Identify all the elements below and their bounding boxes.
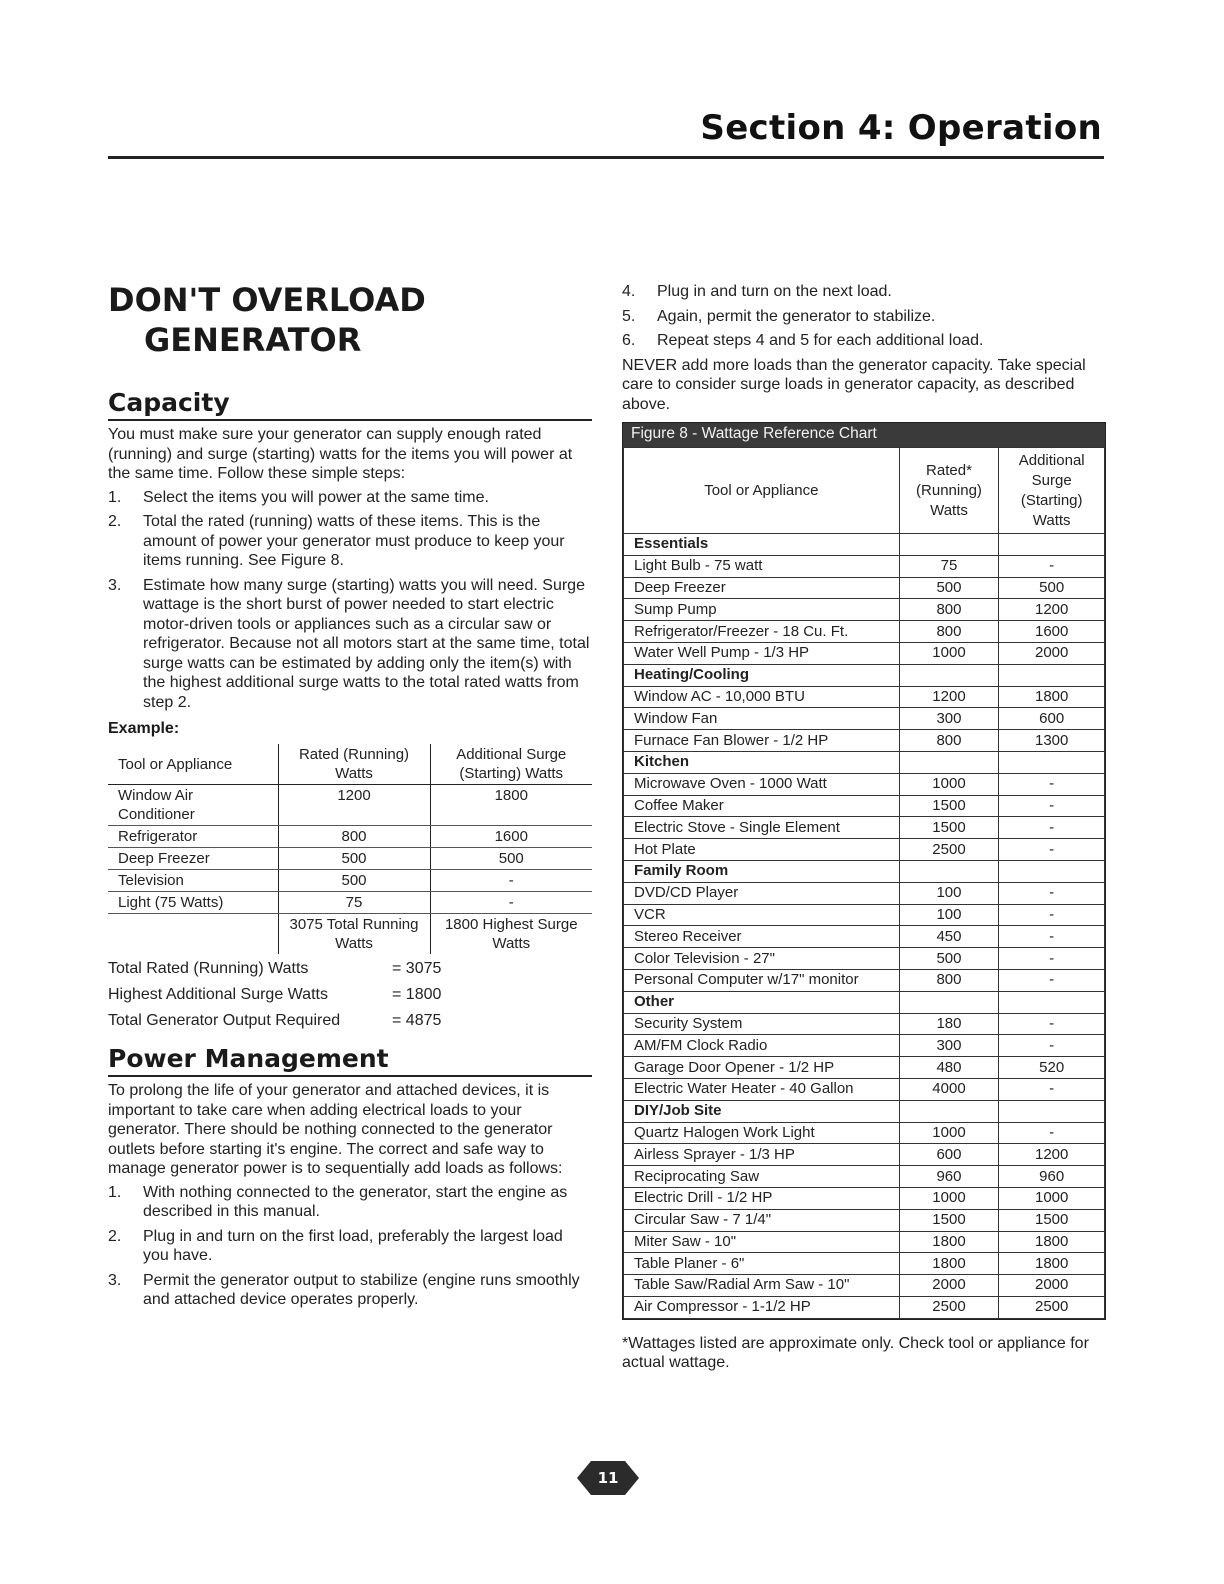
example-cell-rated: 500 bbox=[278, 848, 430, 870]
example-cell-tool: Refrigerator bbox=[108, 826, 278, 848]
wattage-cell-tool: Circular Saw - 7 1/4" bbox=[624, 1209, 900, 1231]
wattage-cell-tool: Window Fan bbox=[624, 708, 900, 730]
wattage-cell-rated bbox=[899, 664, 999, 686]
wattage-cell-tool: Color Television - 27" bbox=[624, 948, 900, 970]
wattage-cell-surge: - bbox=[999, 904, 1105, 926]
wattage-item-row bbox=[624, 577, 1105, 599]
wattage-cell-surge: - bbox=[999, 1078, 1105, 1100]
wattage-cell-rated: 300 bbox=[899, 708, 999, 730]
wattage-cell-tool: Security System bbox=[624, 1013, 900, 1035]
wattage-cell-rated: 480 bbox=[899, 1057, 999, 1079]
wattage-item-row bbox=[624, 948, 1105, 970]
wattage-footnote: *Wattages listed are approximate only. Check tool or appliance for actual wattage. bbox=[622, 1334, 1089, 1372]
wattage-item-row bbox=[624, 1035, 1105, 1057]
example-header-rated: Rated (Running) Watts bbox=[278, 744, 430, 785]
wattage-cell-surge bbox=[999, 1100, 1105, 1122]
wattage-cell-tool: Personal Computer w/17" monitor bbox=[624, 969, 900, 991]
wattage-cell-rated: 500 bbox=[899, 948, 999, 970]
wattage-cell-surge: - bbox=[999, 839, 1105, 861]
wattage-item-row bbox=[624, 1144, 1105, 1166]
power-management-steps-continued bbox=[622, 282, 1106, 351]
wattage-cell-rated: 500 bbox=[899, 577, 999, 599]
wattage-cell-rated: 800 bbox=[899, 730, 999, 752]
wattage-cell-rated: 1000 bbox=[899, 773, 999, 795]
wattage-category-row bbox=[624, 991, 1105, 1013]
wattage-item-row bbox=[624, 969, 1105, 991]
wattage-cell-rated: 300 bbox=[899, 1035, 999, 1057]
wattage-cell-tool: Window AC - 10,000 BTU bbox=[624, 686, 900, 708]
totals-block bbox=[108, 956, 592, 1034]
wattage-cell-rated: 4000 bbox=[899, 1078, 999, 1100]
wattage-cell-tool: Airless Sprayer - 1/3 HP bbox=[624, 1144, 900, 1166]
wattage-cell-surge: 1300 bbox=[999, 730, 1105, 752]
wattage-cell-surge: - bbox=[999, 926, 1105, 948]
example-cell-surge: 1600 bbox=[430, 826, 592, 848]
wattage-cell-tool: Sump Pump bbox=[624, 599, 900, 621]
wattage-item-row bbox=[624, 1209, 1105, 1231]
pm-step-5: 5. Again, permit the generator to stabilize. bbox=[622, 307, 936, 325]
example-cell-rated: 500 bbox=[278, 870, 430, 892]
wattage-cell-tool: Heating/Cooling bbox=[624, 664, 900, 686]
main-heading bbox=[108, 280, 592, 360]
example-cell-tool: Television bbox=[108, 870, 278, 892]
wattage-cell-tool: Other bbox=[624, 991, 900, 1013]
right-column bbox=[622, 282, 1106, 1373]
wattage-cell-surge: 1200 bbox=[999, 1144, 1105, 1166]
wattage-cell-rated: 1800 bbox=[899, 1231, 999, 1253]
wattage-item-row bbox=[624, 1013, 1105, 1035]
wattage-cell-tool: Stereo Receiver bbox=[624, 926, 900, 948]
wattage-category-row bbox=[624, 1100, 1105, 1122]
wattage-cell-rated: 800 bbox=[899, 621, 999, 643]
example-table-row bbox=[108, 870, 592, 892]
wattage-item-row bbox=[624, 1057, 1105, 1079]
example-header-tool: Tool or Appliance bbox=[108, 744, 278, 785]
wattage-cell-surge bbox=[999, 534, 1105, 556]
wattage-cell-surge: 600 bbox=[999, 708, 1105, 730]
wattage-cell-rated: 450 bbox=[899, 926, 999, 948]
example-table-row bbox=[108, 826, 592, 848]
wattage-cell-surge: 2500 bbox=[999, 1296, 1105, 1318]
wattage-cell-tool: Garage Door Opener - 1/2 HP bbox=[624, 1057, 900, 1079]
wattage-item-row bbox=[624, 795, 1105, 817]
example-cell-tool: Window Air Conditioner bbox=[108, 785, 278, 826]
wattage-cell-tool: Hot Plate bbox=[624, 839, 900, 861]
wattage-cell-tool: Family Room bbox=[624, 860, 900, 882]
wattage-cell-surge: - bbox=[999, 555, 1105, 577]
example-total-blank bbox=[108, 914, 278, 955]
wattage-item-row bbox=[624, 904, 1105, 926]
wattage-cell-surge: 1500 bbox=[999, 1209, 1105, 1231]
example-cell-tool: Deep Freezer bbox=[108, 848, 278, 870]
power-management-heading: Power Management bbox=[108, 1044, 592, 1077]
wattage-cell-tool: Refrigerator/Freezer - 18 Cu. Ft. bbox=[624, 621, 900, 643]
wattage-cell-rated: 1000 bbox=[899, 642, 999, 664]
example-table-row bbox=[108, 848, 592, 870]
wattage-cell-tool: Air Compressor - 1-1/2 HP bbox=[624, 1296, 900, 1318]
example-header-surge: Additional Surge (Starting) Watts bbox=[430, 744, 592, 785]
total-output-row: Total Generator Output Required = 4875 bbox=[108, 1012, 442, 1029]
pm-step-6: 6. Repeat steps 4 and 5 for each additional load. bbox=[622, 332, 984, 349]
wattage-cell-tool: Electric Water Heater - 40 Gallon bbox=[624, 1078, 900, 1100]
wattage-item-row bbox=[624, 642, 1105, 664]
wattage-category-row bbox=[624, 751, 1105, 773]
example-cell-surge: - bbox=[430, 870, 592, 892]
wattage-cell-tool: Reciprocating Saw bbox=[624, 1166, 900, 1188]
wattage-cell-tool: AM/FM Clock Radio bbox=[624, 1035, 900, 1057]
wattage-cell-surge: 1800 bbox=[999, 686, 1105, 708]
wattage-cell-surge bbox=[999, 860, 1105, 882]
wattage-item-row bbox=[624, 1296, 1105, 1318]
wattage-cell-tool: Coffee Maker bbox=[624, 795, 900, 817]
wattage-cell-surge: 1200 bbox=[999, 599, 1105, 621]
example-table-row bbox=[108, 785, 592, 826]
wattage-cell-surge: 500 bbox=[999, 577, 1105, 599]
wattage-cell-rated: 800 bbox=[899, 969, 999, 991]
wattage-item-row bbox=[624, 1253, 1105, 1275]
wattage-cell-rated: 1000 bbox=[899, 1187, 999, 1209]
example-cell-rated: 75 bbox=[278, 892, 430, 914]
wattage-category-row bbox=[624, 860, 1105, 882]
wattage-cell-tool: Table Planer - 6" bbox=[624, 1253, 900, 1275]
wattage-item-row bbox=[624, 686, 1105, 708]
wattage-cell-tool: Electric Stove - Single Element bbox=[624, 817, 900, 839]
wattage-category-row bbox=[624, 534, 1105, 556]
wattage-header-tool: Tool or Appliance bbox=[624, 448, 900, 534]
wattage-reference-chart bbox=[622, 422, 1106, 1320]
wattage-cell-surge: - bbox=[999, 969, 1105, 991]
wattage-cell-rated: 75 bbox=[899, 555, 999, 577]
wattage-header-rated: Rated* (Running) Watts bbox=[899, 448, 999, 534]
wattage-cell-rated: 800 bbox=[899, 599, 999, 621]
example-label: Example: bbox=[108, 720, 180, 737]
power-management-steps bbox=[108, 1183, 592, 1310]
wattage-cell-rated: 600 bbox=[899, 1144, 999, 1166]
main-heading-line1: DON'T OVERLOAD bbox=[108, 281, 426, 319]
wattage-item-row bbox=[624, 839, 1105, 861]
example-total-rated: 3075 Total Running Watts bbox=[278, 914, 430, 955]
left-column bbox=[108, 280, 592, 1315]
header-rule bbox=[108, 156, 1104, 159]
main-heading-line2: GENERATOR bbox=[144, 321, 362, 359]
wattage-cell-rated: 1500 bbox=[899, 795, 999, 817]
power-management-intro: To prolong the life of your generator and attached devices, it is important to take care when adding electrical loads to your generator. There should be nothing connected to the generator outlets before starting it's engine. The correct and safe way to manage generator power is to sequentially add loads as follows: bbox=[108, 1082, 563, 1177]
wattage-cell-surge: 1600 bbox=[999, 621, 1105, 643]
wattage-cell-tool: Miter Saw - 10" bbox=[624, 1231, 900, 1253]
example-cell-rated: 800 bbox=[278, 826, 430, 848]
wattage-cell-surge: 960 bbox=[999, 1166, 1105, 1188]
wattage-cell-tool: Light Bulb - 75 watt bbox=[624, 555, 900, 577]
wattage-cell-rated bbox=[899, 534, 999, 556]
example-cell-tool: Light (75 Watts) bbox=[108, 892, 278, 914]
wattage-cell-surge: - bbox=[999, 1013, 1105, 1035]
wattage-cell-surge bbox=[999, 664, 1105, 686]
wattage-cell-tool: Deep Freezer bbox=[624, 577, 900, 599]
capacity-step-3: 3. Estimate how many surge (starting) watts you will need. Surge wattage is the short burst of power needed to start electric motor-driven tools or appliances such as a circular saw or refrigerator. Because not all motors start at the same time, total surge watts can be estimated by adding only the item(s) with the highest additional surge watts to the total rated watts from step 2. bbox=[108, 576, 590, 711]
wattage-cell-surge: - bbox=[999, 817, 1105, 839]
wattage-cell-tool: DVD/CD Player bbox=[624, 882, 900, 904]
wattage-cell-rated: 180 bbox=[899, 1013, 999, 1035]
wattage-item-row bbox=[624, 730, 1105, 752]
wattage-cell-tool: DIY/Job Site bbox=[624, 1100, 900, 1122]
wattage-cell-surge: - bbox=[999, 773, 1105, 795]
pm-step-4: 4. Plug in and turn on the next load. bbox=[622, 283, 892, 300]
total-rated-row: Total Rated (Running) Watts = 3075 bbox=[108, 960, 442, 977]
wattage-cell-surge: 2000 bbox=[999, 642, 1105, 664]
wattage-item-row bbox=[624, 555, 1105, 577]
wattage-item-row bbox=[624, 1122, 1105, 1144]
wattage-cell-surge: 1800 bbox=[999, 1253, 1105, 1275]
wattage-cell-tool: Table Saw/Radial Arm Saw - 10" bbox=[624, 1275, 900, 1297]
wattage-item-row bbox=[624, 1275, 1105, 1297]
example-cell-surge: 500 bbox=[430, 848, 592, 870]
pm-step-2: 2. Plug in and turn on the first load, preferably the largest load you have. bbox=[108, 1227, 563, 1264]
wattage-item-row bbox=[624, 1231, 1105, 1253]
wattage-cell-rated: 1200 bbox=[899, 686, 999, 708]
wattage-cell-rated: 1500 bbox=[899, 817, 999, 839]
wattage-cell-rated bbox=[899, 860, 999, 882]
wattage-item-row bbox=[624, 1166, 1105, 1188]
wattage-cell-tool: Essentials bbox=[624, 534, 900, 556]
wattage-cell-surge: - bbox=[999, 795, 1105, 817]
wattage-cell-surge: 520 bbox=[999, 1057, 1105, 1079]
capacity-step-2: 2. Total the rated (running) watts of these items. This is the amount of power your generator must produce to keep your items running. See Figure 8. bbox=[108, 513, 565, 569]
pm-step-1: 1. With nothing connected to the generator, start the engine as described in this manual. bbox=[108, 1183, 568, 1220]
wattage-category-row bbox=[624, 664, 1105, 686]
wattage-cell-surge: - bbox=[999, 1122, 1105, 1144]
wattage-item-row bbox=[624, 599, 1105, 621]
example-table-row bbox=[108, 892, 592, 914]
wattage-item-row bbox=[624, 773, 1105, 795]
chart-title: Figure 8 - Wattage Reference Chart bbox=[623, 423, 1105, 447]
wattage-cell-rated: 100 bbox=[899, 904, 999, 926]
capacity-steps bbox=[108, 488, 592, 713]
wattage-cell-tool: Kitchen bbox=[624, 751, 900, 773]
example-total-surge: 1800 Highest Surge Watts bbox=[430, 914, 592, 955]
wattage-cell-surge bbox=[999, 751, 1105, 773]
example-cell-rated: 1200 bbox=[278, 785, 430, 826]
wattage-item-row bbox=[624, 621, 1105, 643]
wattage-cell-surge: - bbox=[999, 1035, 1105, 1057]
wattage-cell-rated: 1800 bbox=[899, 1253, 999, 1275]
wattage-cell-tool: Electric Drill - 1/2 HP bbox=[624, 1187, 900, 1209]
wattage-cell-rated bbox=[899, 751, 999, 773]
wattage-cell-surge: 1000 bbox=[999, 1187, 1105, 1209]
wattage-cell-rated bbox=[899, 991, 999, 1013]
wattage-cell-tool: Quartz Halogen Work Light bbox=[624, 1122, 900, 1144]
wattage-cell-tool: Water Well Pump - 1/3 HP bbox=[624, 642, 900, 664]
wattage-cell-tool: Furnace Fan Blower - 1/2 HP bbox=[624, 730, 900, 752]
wattage-cell-surge: 1800 bbox=[999, 1231, 1105, 1253]
wattage-cell-surge: 2000 bbox=[999, 1275, 1105, 1297]
capacity-intro: You must make sure your generator can supply enough rated (running) and surge (starting) watts for the items you will power at the same time. Follow these simple steps: bbox=[108, 426, 573, 482]
wattage-cell-rated: 1500 bbox=[899, 1209, 999, 1231]
example-cell-surge: - bbox=[430, 892, 592, 914]
wattage-item-row bbox=[624, 926, 1105, 948]
wattage-cell-tool: VCR bbox=[624, 904, 900, 926]
wattage-item-row bbox=[624, 817, 1105, 839]
never-overload-note: NEVER add more loads than the generator capacity. Take special care to consider surge loads in generator capacity, as described above. bbox=[622, 356, 1086, 413]
wattage-cell-rated bbox=[899, 1100, 999, 1122]
wattage-cell-tool: Microwave Oven - 1000 Watt bbox=[624, 773, 900, 795]
wattage-cell-rated: 100 bbox=[899, 882, 999, 904]
wattage-cell-rated: 2500 bbox=[899, 1296, 999, 1318]
capacity-heading: Capacity bbox=[108, 388, 592, 421]
wattage-cell-surge: - bbox=[999, 948, 1105, 970]
page-number: 11 bbox=[597, 1469, 619, 1487]
wattage-cell-rated: 2000 bbox=[899, 1275, 999, 1297]
wattage-table-header bbox=[624, 448, 1105, 534]
wattage-table bbox=[623, 447, 1105, 1319]
example-table-header bbox=[108, 744, 592, 785]
example-table-total-row bbox=[108, 914, 592, 955]
wattage-item-row bbox=[624, 708, 1105, 730]
wattage-cell-rated: 2500 bbox=[899, 839, 999, 861]
pm-step-3: 3. Permit the generator output to stabilize (engine runs smoothly and attached device operates properly. bbox=[108, 1271, 580, 1308]
wattage-cell-rated: 1000 bbox=[899, 1122, 999, 1144]
wattage-item-row bbox=[624, 1187, 1105, 1209]
page-number-badge bbox=[577, 1457, 639, 1499]
example-table bbox=[108, 744, 592, 954]
capacity-step-1: 1. Select the items you will power at the same time. bbox=[108, 488, 489, 506]
highest-surge-row: Highest Additional Surge Watts = 1800 bbox=[108, 986, 442, 1003]
section-title: Section 4: Operation bbox=[700, 108, 1102, 148]
wattage-cell-surge bbox=[999, 991, 1105, 1013]
wattage-cell-rated: 960 bbox=[899, 1166, 999, 1188]
wattage-header-surge: Additional Surge (Starting) Watts bbox=[999, 448, 1105, 534]
example-cell-surge: 1800 bbox=[430, 785, 592, 826]
wattage-item-row bbox=[624, 882, 1105, 904]
wattage-item-row bbox=[624, 1078, 1105, 1100]
wattage-cell-surge: - bbox=[999, 882, 1105, 904]
